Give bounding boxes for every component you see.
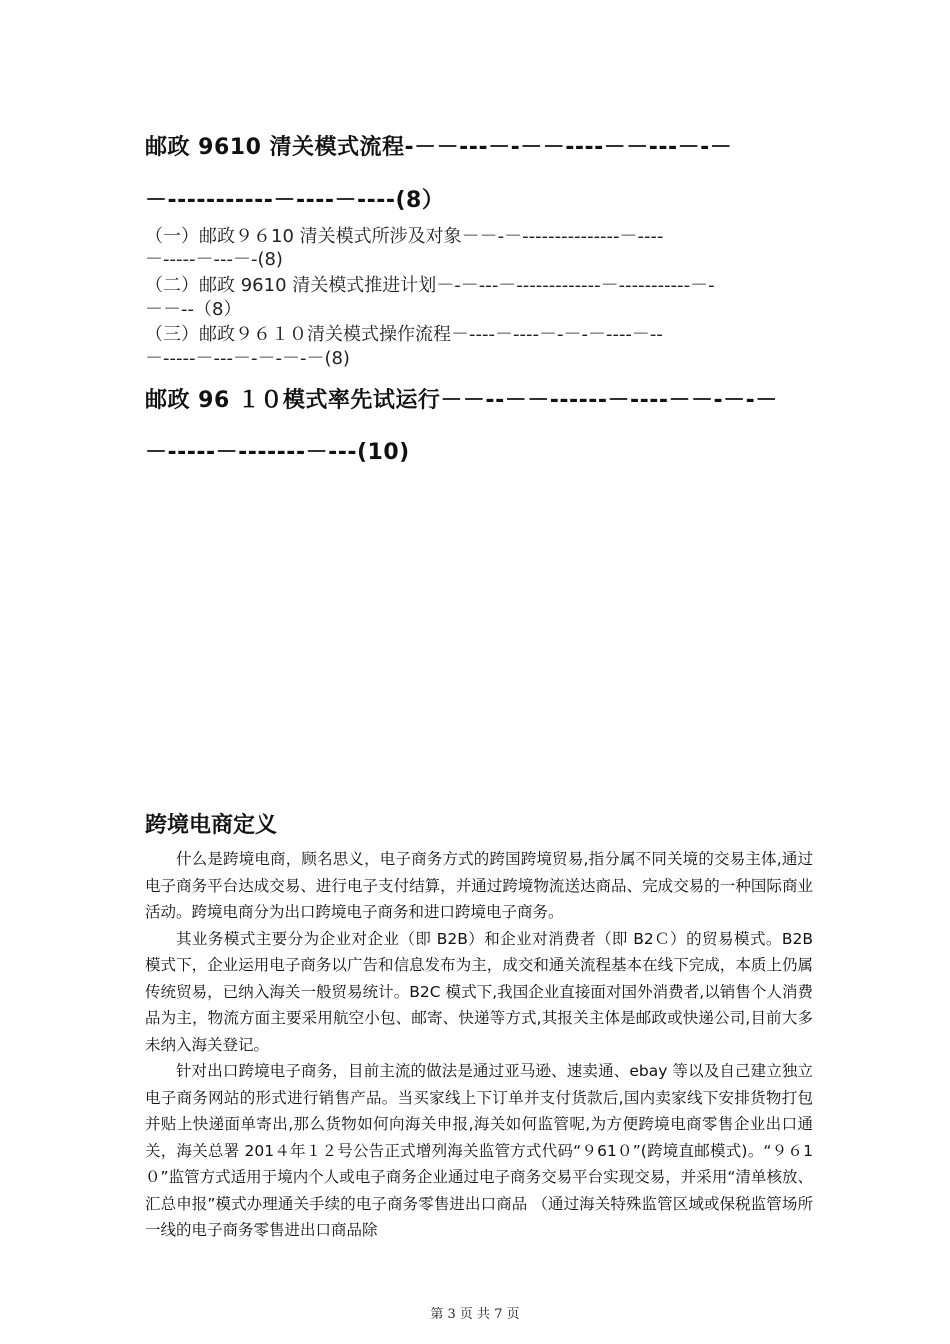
paragraph: 其业务模式主要分为企业对企业（即 B2B）和企业对消费者（即 B2Ｃ）的贸易模式。B2B 模式下，企业运用电子商务以广告和信息发布为主，成交和通关流程基本在线下完成，本质上仍属传统贸易，已纳入海关一般贸易统计。B2C 模式下,我国企业直接面对国外消费者,以销售个人消费品为主，物流方面主要采用航空小包、邮寄、快递等方式,其报关主体是邮政或快递公司,目前大多未纳入海关登记。 [145, 929, 813, 1054]
section-body [145, 846, 813, 1244]
toc-main-entry-1-cont[interactable]: －-----------－----－----(8） [145, 188, 445, 213]
paragraph: 什么是跨境电商，顾名思义，电子商务方式的跨国跨境贸易,指分属不同关境的交易主体,通过电子商务平台达成交易、进行电子支付结算，并通过跨境物流送达商品、完成交易的一种国际商业活动。跨境电商分为出口跨境电子商务和进口跨境电子商务。 [145, 850, 813, 921]
toc-sub-entry-1-cont[interactable]: －-----－---－-(8) [145, 249, 283, 270]
toc-sub-entry-3[interactable]: （三）邮政９６１０清关模式操作流程－----－----－-－-－----－-- [145, 324, 663, 345]
toc-main-entry-2[interactable]: 邮政 96 １０模式率先试运行－－--－－------－----－－-－-－ [145, 388, 778, 413]
toc-sub-entry-2[interactable]: （二）邮政 9610 清关模式推进计划－-－---－-------------－-----------－- [145, 275, 715, 296]
toc-sub-entry-1[interactable]: （一）邮政９６10 清关模式所涉及对象－－-－---------------－---- [145, 226, 664, 247]
toc-main-entry-2-cont[interactable]: －-----－-------－---(10) [145, 440, 410, 465]
page-footer: 第 3 页 共 7 页 [430, 1307, 520, 1322]
section-heading: 跨境电商定义 [145, 813, 278, 838]
paragraph: 针对出口跨境电子商务，目前主流的做法是通过亚马逊、速卖通、ebay 等以及自己建立独立电子商务网站的形式进行销售产品。当买家线上下订单并支付货款后,国内卖家线下安排货物打包并贴上快递面单寄出,那么货物如何向海关申报,海关如何监管呢,为方便跨境电商零售企业出口通关，海关总署 201４年１２号公告正式增列海关监管方式代码“９61０”(跨境直邮模式)。“９６1０”监管方式适用于境内个人或电子商务企业通过电子商务交易平台实现交易，并采用“清单核放、汇总申报”模式办理通关手续的电子商务零售进出口商品 （通过海关特殊监管区域或保税监管场所一线的电子商务零售进出口商品除 [145, 1062, 813, 1239]
toc-sub-entry-3-cont[interactable]: －-----－---－-－-－-－(8) [145, 348, 350, 369]
toc-main-entry-1[interactable]: 邮政 9610 清关模式流程-－－---－-－－----－－---－-－ [145, 135, 733, 160]
toc-sub-entry-2-cont[interactable]: －－--（8） [145, 299, 242, 320]
